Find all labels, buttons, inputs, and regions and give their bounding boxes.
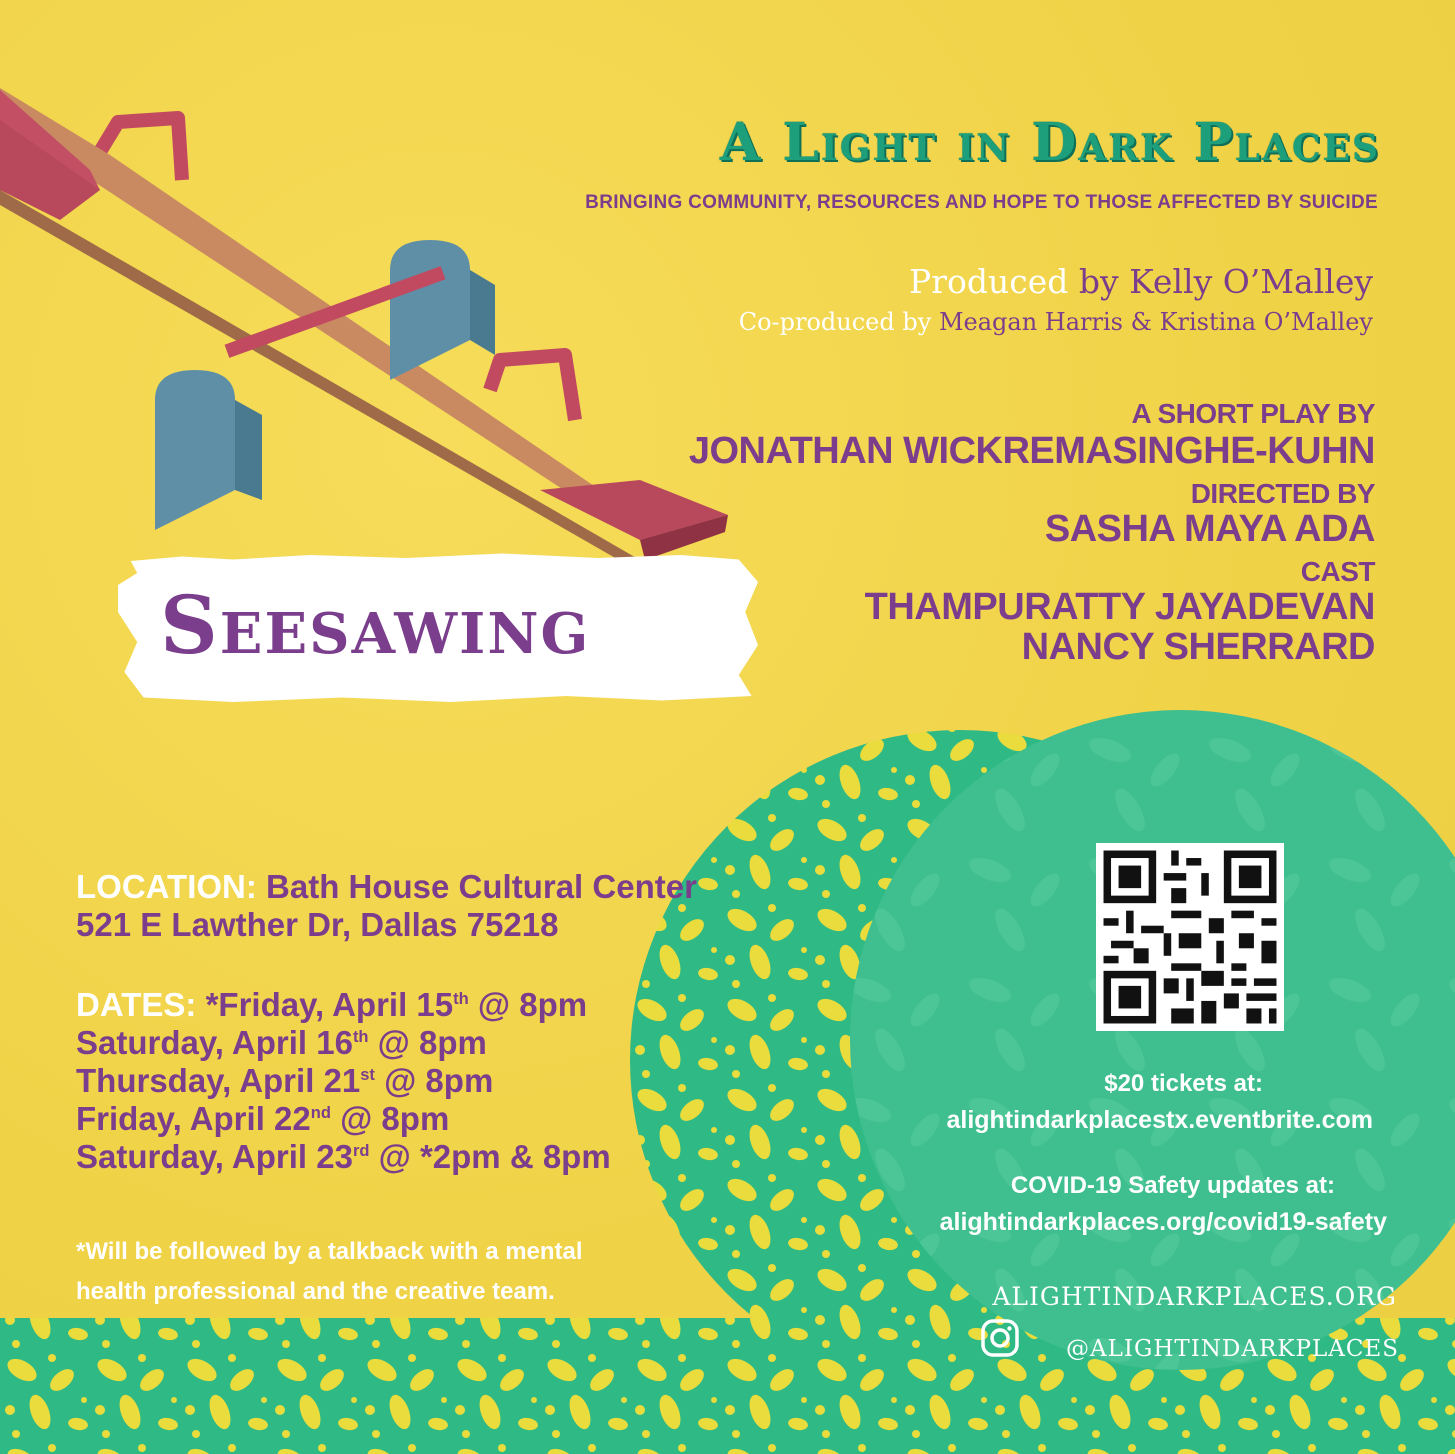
footnote-line: *Will be followed by a talkback with a mental [76, 1238, 583, 1265]
date-item: *Friday, April 15th @ 8pm [205, 986, 588, 1023]
instagram-handle-link[interactable]: @ALIGHTINDARKPLACES [1065, 1336, 1399, 1362]
produced-label: Produced [909, 262, 1069, 301]
coproducer-names: Meagan Harris & Kristina O’Malley [938, 308, 1373, 336]
location-address: 521 E Lawther Dr, Dallas 75218 [76, 906, 559, 943]
playwright-name: JONATHAN WICKREMASINGHE-KUHN [688, 430, 1375, 472]
cast-member: THAMPURATTY JAYADEVAN [864, 586, 1375, 628]
seesaw-illustration [0, 60, 760, 590]
instagram-icon[interactable] [980, 1318, 1020, 1358]
date-item: Saturday, April 23rd @ *2pm & 8pm [76, 1138, 611, 1175]
produced-by-line [909, 262, 1373, 301]
footnote-line: health professional and the creative team. [76, 1278, 555, 1305]
tickets-label: $20 tickets at: [1104, 1070, 1263, 1097]
cast-label: CAST [1300, 556, 1375, 587]
coproduced-by-line [739, 308, 1373, 336]
website-link[interactable]: ALIGHTINDARKPLACES.ORG [992, 1282, 1397, 1311]
show-title: Seesawing [160, 578, 591, 672]
directed-by-label: DIRECTED BY [1190, 478, 1375, 509]
coproduced-label: Co-produced by [738, 308, 932, 336]
date-item: Thursday, April 21st @ 8pm [76, 1062, 494, 1099]
cast-member: NANCY SHERRARD [1021, 626, 1375, 668]
ticket-qr-code[interactable] [1096, 843, 1284, 1031]
dates-label: DATES: [76, 986, 197, 1023]
organization-title: A Light in Dark Places [719, 112, 1380, 173]
date-line [76, 986, 587, 1024]
location-venue: Bath House Cultural Center [266, 868, 697, 905]
play-by-label: A SHORT PLAY BY [1131, 398, 1375, 429]
location-line [76, 868, 697, 906]
tickets-url-link[interactable]: alightindarkplacestx.eventbrite.com [946, 1106, 1373, 1134]
covid-label: COVID-19 Safety updates at: [1010, 1172, 1335, 1199]
organization-tagline: BRINGING COMMUNITY, RESOURCES AND HOPE TO THOSE AFFECTED BY SUICIDE [585, 192, 1378, 213]
date-item: Friday, April 22nd @ 8pm [76, 1100, 450, 1137]
producer-name: by Kelly O’Malley [1078, 262, 1373, 301]
qr-code-icon [1096, 843, 1284, 1031]
date-item: Saturday, April 16th @ 8pm [76, 1024, 487, 1061]
director-name: SASHA MAYA ADA [1044, 508, 1375, 550]
location-label: LOCATION: [76, 868, 257, 905]
covid-url-link[interactable]: alightindarkplaces.org/covid19-safety [939, 1208, 1387, 1236]
